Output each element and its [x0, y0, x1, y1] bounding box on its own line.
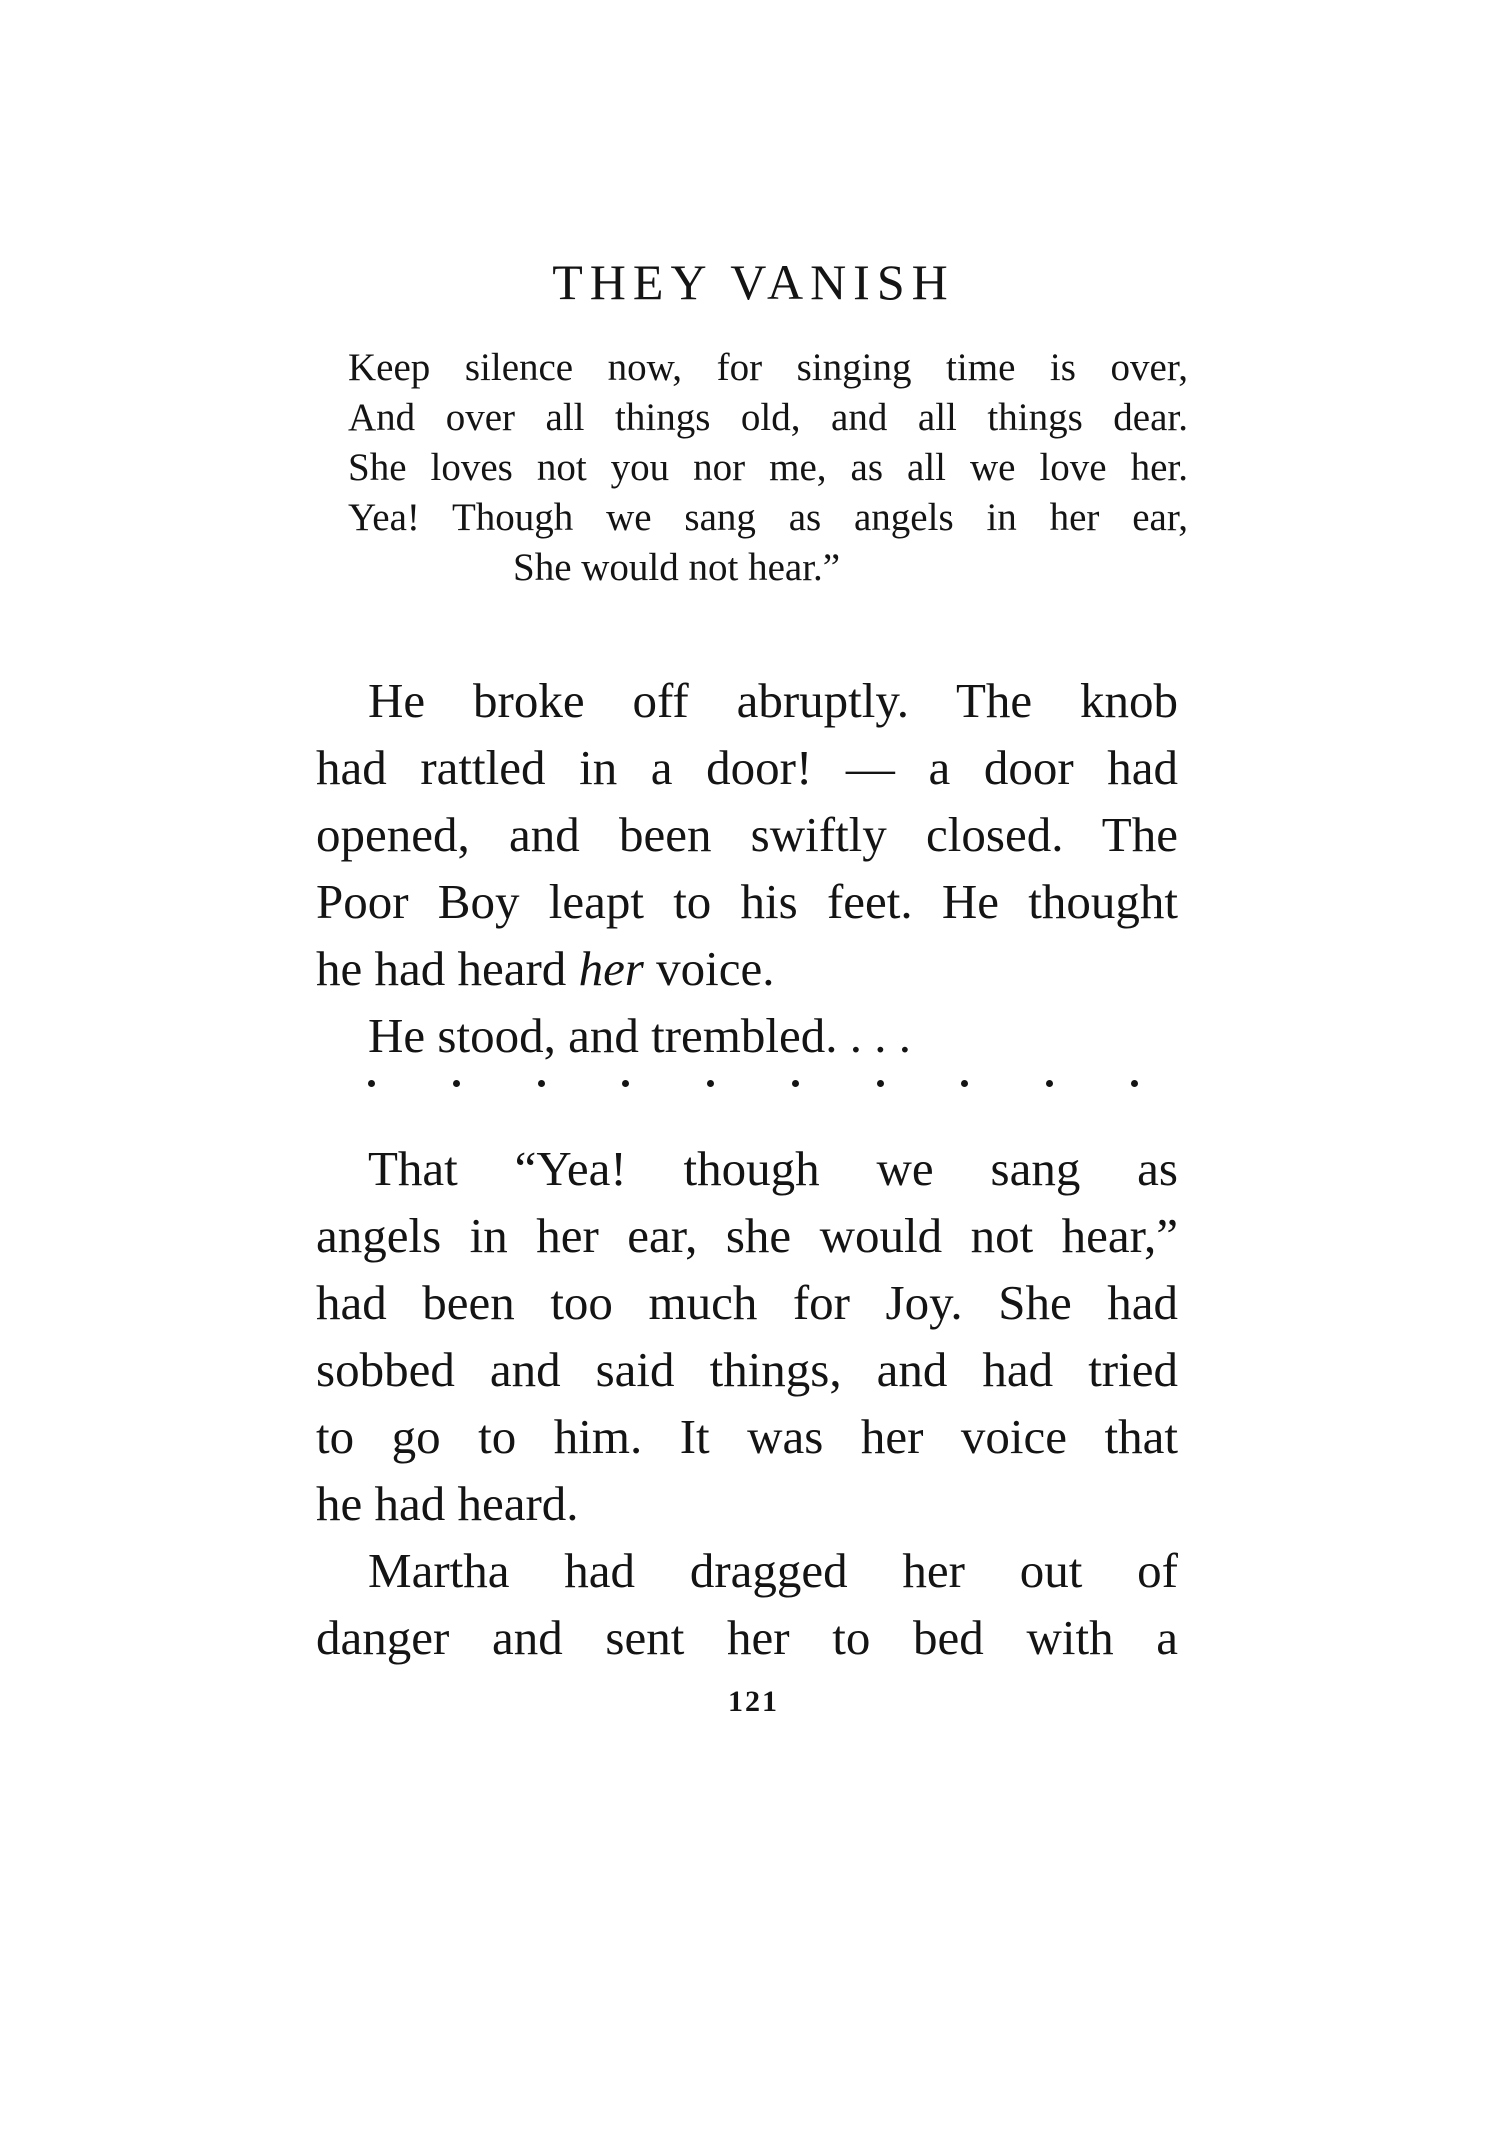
dot	[538, 1080, 545, 1087]
paragraph	[316, 1135, 1178, 1537]
verse-line: And over all things old, and all things dear.	[348, 396, 1188, 439]
text-line: opened, and been swiftly closed. The	[316, 807, 1178, 862]
text-line: had rattled in a door! — a door had	[316, 740, 1178, 795]
paragraph	[316, 667, 1178, 1002]
dot	[707, 1080, 714, 1087]
running-head: THEY VANISH	[552, 254, 955, 310]
text-line	[316, 935, 1178, 1002]
dot	[1046, 1080, 1053, 1087]
dot	[961, 1080, 968, 1087]
dot	[792, 1080, 799, 1087]
paragraph	[316, 1002, 1178, 1069]
dot	[453, 1080, 460, 1087]
text-line: angels in her ear, she would not hear,”	[316, 1208, 1178, 1263]
verse-line: Yea! Though we sang as angels in her ear,	[348, 496, 1188, 539]
dot	[877, 1080, 884, 1087]
paragraph	[316, 1537, 1178, 1671]
text-line: he had heard.	[316, 1476, 579, 1531]
text-line: sobbed and said things, and had tried	[316, 1342, 1178, 1397]
prose-block-upper	[316, 667, 1178, 1069]
text-line: danger and sent her to bed with a	[316, 1610, 1178, 1665]
text-line: Martha had dragged her out of	[368, 1543, 1178, 1598]
prose-block-lower	[316, 1135, 1178, 1671]
text-line: He broke off abruptly. The knob	[368, 673, 1178, 728]
dot	[1131, 1080, 1138, 1087]
emphasis: her	[578, 941, 644, 996]
text-line: to go to him. It was her voice that	[316, 1409, 1178, 1464]
verse-line: Keep silence now, for singing time is over,	[348, 346, 1188, 389]
text-line: That “Yea! though we sang as	[368, 1141, 1178, 1196]
text-run: voice.	[643, 941, 775, 996]
verse-line: She loves not you nor me, as all we love her.	[348, 446, 1188, 489]
text-line: had been too much for Joy. She had	[316, 1275, 1178, 1330]
text-line: He stood, and trembled. . . .	[368, 1008, 911, 1063]
verse-line-refrain: She would not hear.”	[513, 546, 841, 589]
verse-stanza	[348, 343, 1188, 593]
page-number: 121	[728, 1685, 779, 1718]
dot	[622, 1080, 629, 1087]
dot	[368, 1080, 375, 1087]
text-run: he had heard	[316, 941, 579, 996]
text-line: Poor Boy leapt to his feet. He thought	[316, 874, 1178, 929]
section-break-dots	[368, 1080, 1138, 1087]
